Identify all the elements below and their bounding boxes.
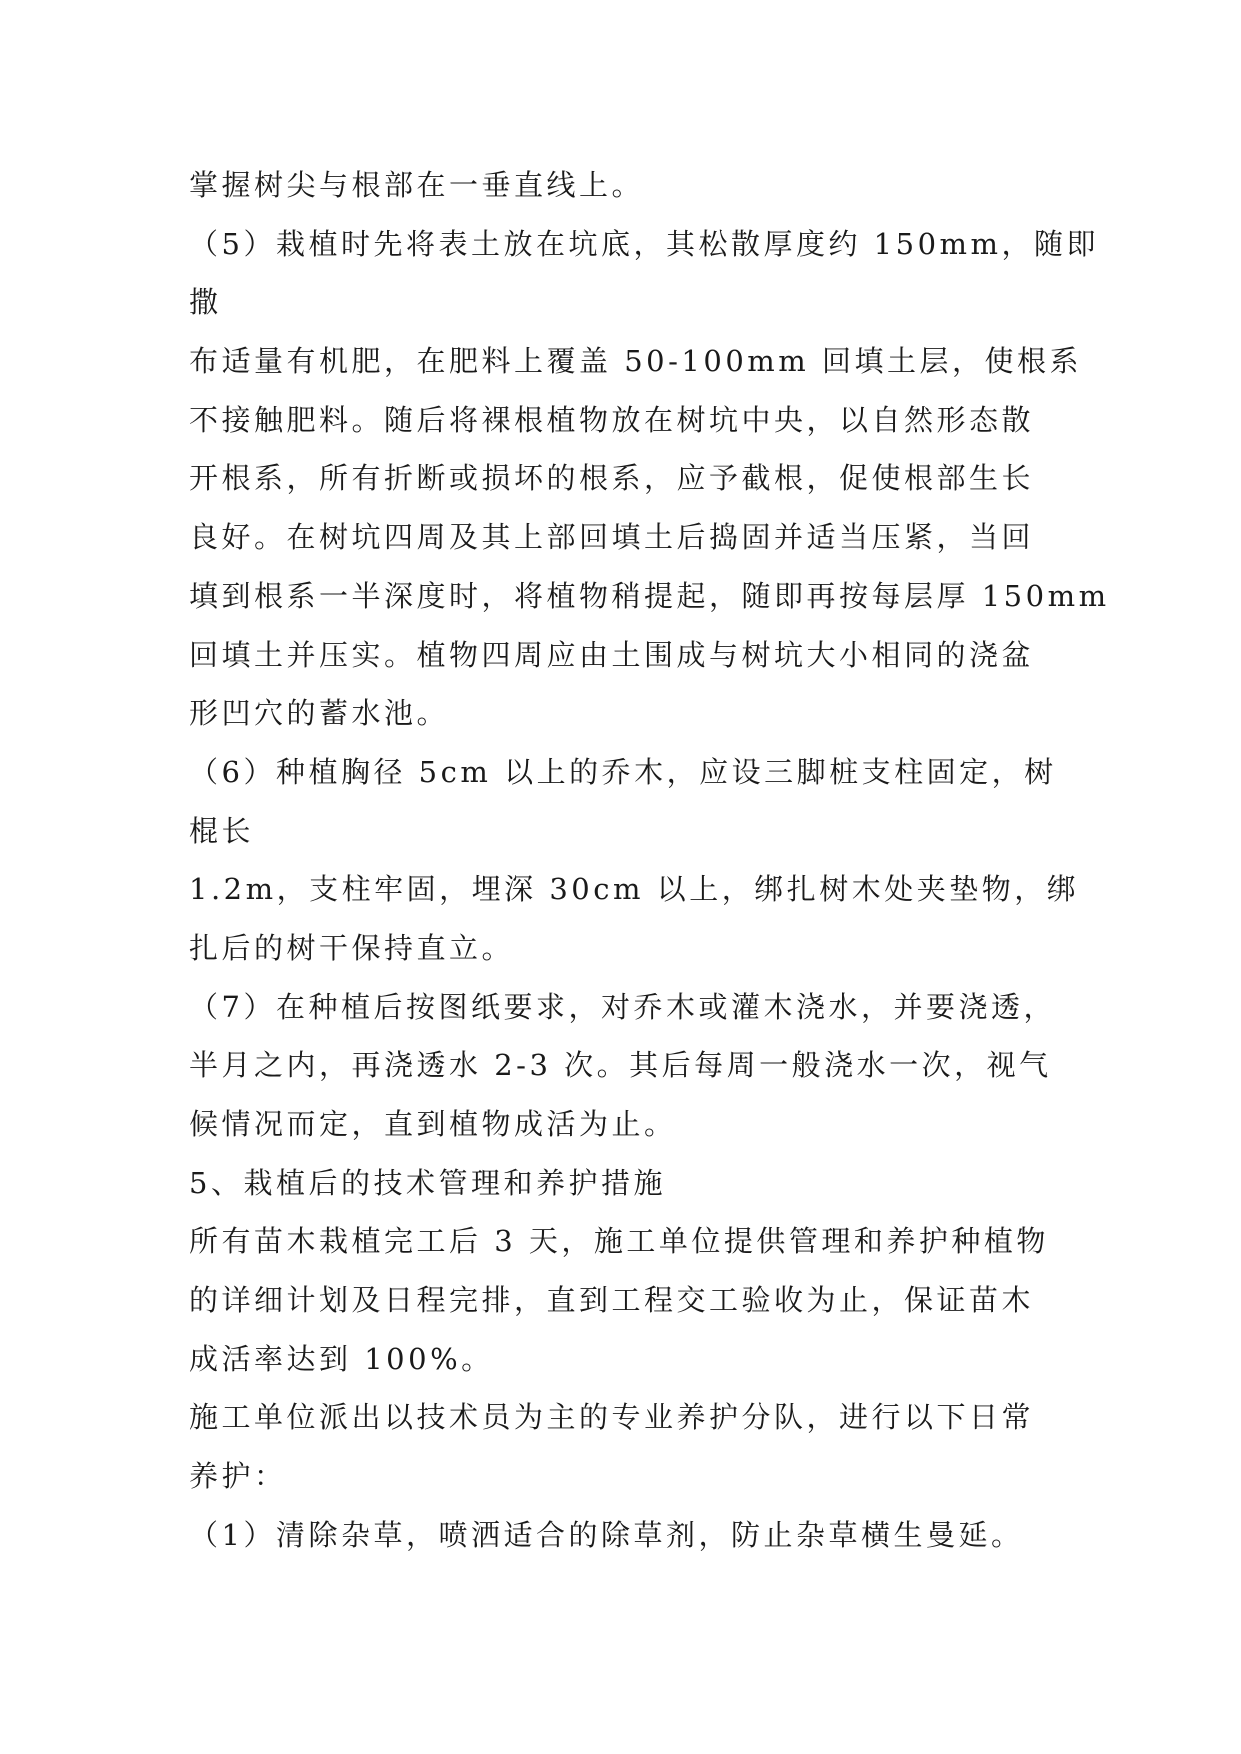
text-line: 布适量有机肥，在肥料上覆盖 50-100mm 回填土层，使根系 [189, 344, 1082, 379]
text-line: （6）种植胸径 5cm 以上的乔木，应设三脚桩支柱固定，树 [189, 754, 1057, 789]
text-line: （5）栽植时先将表土放在坑底，其松散厚度约 150mm，随即 [189, 226, 1100, 261]
text-line: 开根系，所有折断或损坏的根系，应予截根，促使根部生长 [189, 461, 1035, 496]
text-line: 1.2m，支柱牢固，埋深 30cm 以上，绑扎树木处夹垫物，绑 [189, 872, 1080, 907]
section-heading: 5、栽植后的技术管理和养护措施 [189, 1165, 666, 1200]
text-line: 棍长 [189, 813, 255, 848]
text-line: 不接触肥料。随后将裸根植物放在树坑中央，以自然形态散 [189, 402, 1035, 437]
text-line: 施工单位派出以技术员为主的专业养护分队，进行以下日常 [189, 1400, 1035, 1435]
text-line: 成活率达到 100%。 [189, 1341, 494, 1376]
text-line: 掌握树尖与根部在一垂直线上。 [189, 168, 645, 202]
text-line: 形凹穴的蓄水池。 [189, 696, 450, 731]
text-line: （7）在种植后按图纸要求，对乔木或灌木浇水，并要浇透， [189, 989, 1056, 1024]
text-line: （1）清除杂草，喷洒适合的除草剂，防止杂草横生曼延。 [189, 1517, 1024, 1552]
text-line: 撒 [189, 285, 222, 320]
body-text [189, 156, 1110, 1565]
text-line: 所有苗木栽植完工后 3 天，施工单位提供管理和养护种植物 [189, 1224, 1049, 1259]
text-line: 半月之内，再浇透水 2-3 次。其后每周一般浇水一次，视气 [189, 1048, 1052, 1083]
text-line: 的详细计划及日程完排，直到工程交工验收为止，保证苗木 [189, 1283, 1035, 1318]
text-line: 回填土并压实。植物四周应由土围成与树坑大小相同的浇盆 [189, 637, 1035, 672]
text-line: 候情况而定，直到植物成活为止。 [189, 1107, 677, 1141]
text-line: 良好。在树坑四周及其上部回填土后捣固并适当压紧，当回 [189, 520, 1035, 555]
text-line: 扎后的树干保持直立。 [189, 930, 515, 965]
text-line: 养护： [189, 1459, 287, 1494]
text-line: 填到根系一半深度时，将植物稍提起，随即再按每层厚 150mm [189, 578, 1110, 613]
